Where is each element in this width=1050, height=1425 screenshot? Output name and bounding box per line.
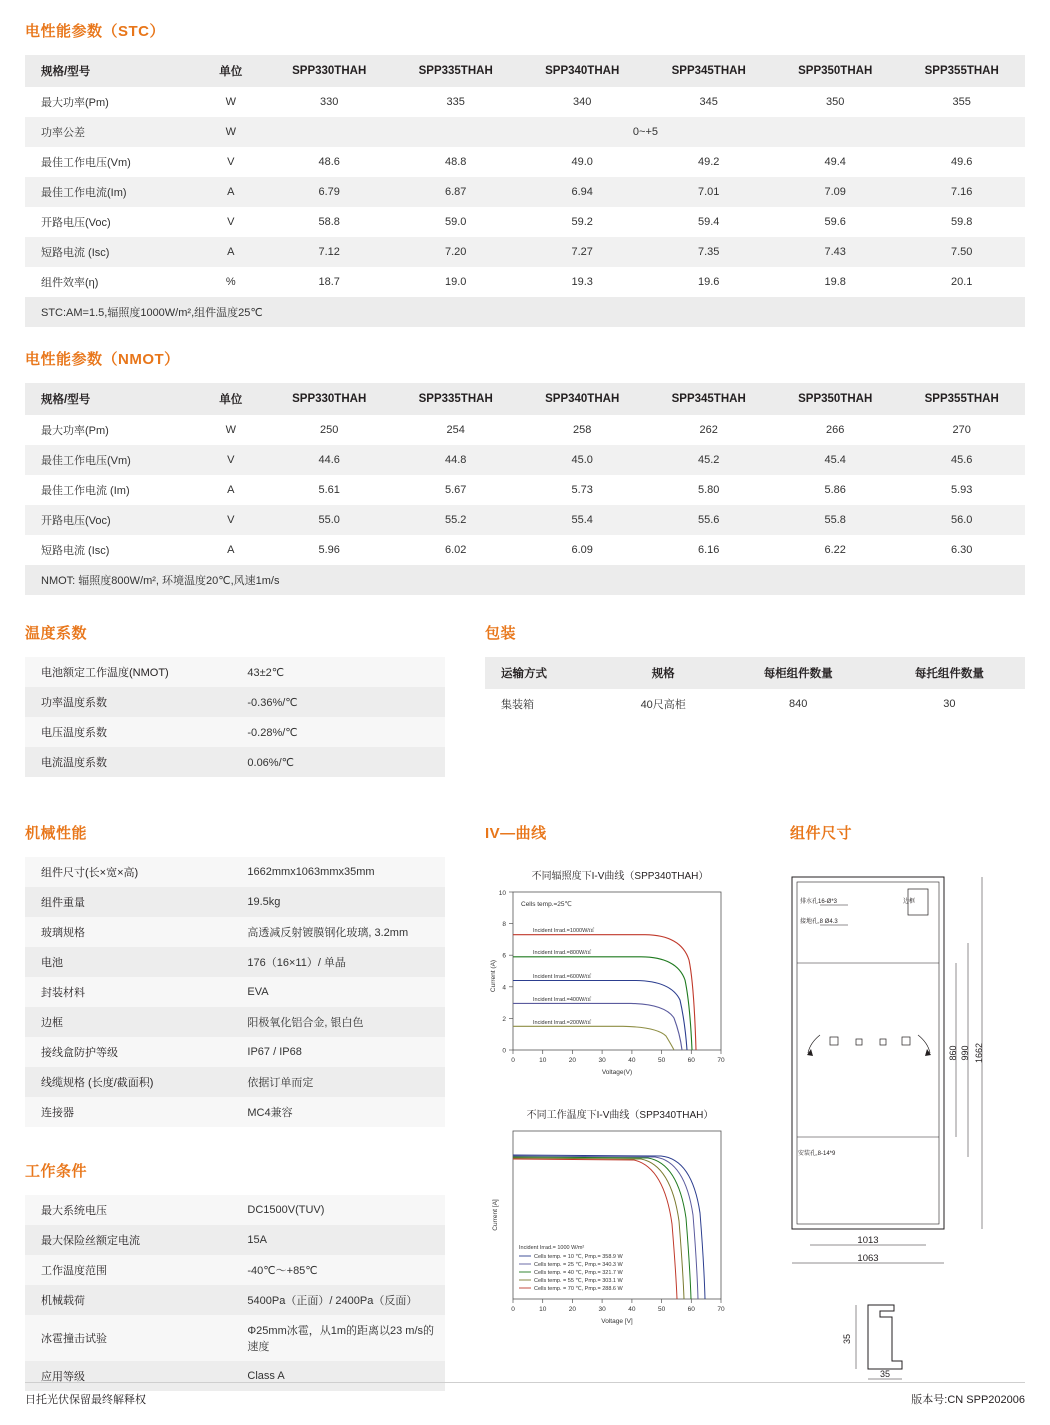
cell: 49.2 (697, 156, 720, 168)
y-tick: 4 (502, 984, 506, 992)
table-row (25, 505, 1025, 535)
cell: 5.73 (571, 484, 593, 496)
table-row (25, 1037, 445, 1067)
cell: 44.6 (266, 445, 393, 475)
nmot-table (25, 383, 1025, 595)
table-row (25, 977, 445, 1007)
cell: 5.93 (951, 484, 973, 496)
row-unit: V (227, 216, 235, 228)
x-tick: 30 (598, 1057, 606, 1064)
x-tick: 70 (717, 1306, 725, 1313)
row-label: 最佳工作电流(Im) (25, 177, 196, 207)
cell: 254 (446, 424, 465, 436)
series-label: Incident Irrad.=400W/㎡ (533, 997, 592, 1003)
cell: 55.4 (519, 505, 646, 535)
row-label: 组件尺寸(长×宽×高) (25, 857, 243, 887)
col-header-m4: SPP345THAH (645, 55, 772, 87)
series-label: Cells temp. = 10 ℃, Pmp.= 358.9 W (534, 1254, 623, 1260)
cell: 55.2 (392, 505, 519, 535)
temperature-title: 温度系数 (25, 625, 88, 642)
table-row (25, 687, 445, 717)
cell: 330 (320, 96, 339, 108)
col-header-m3: SPP340THAH (519, 55, 646, 87)
row-label: 功率公差 (25, 117, 196, 147)
row-unit: V (196, 445, 266, 475)
working-title: 工作条件 (25, 1163, 88, 1180)
x-axis-label: Voltage(V) (601, 1069, 633, 1076)
row-value: 0.06%/℃ (243, 747, 445, 777)
row-label: 最佳工作电压(Vm) (25, 445, 196, 475)
row-value: 1662mmx1063mmx35mm (243, 857, 445, 887)
iv-title: IV—曲线 (485, 825, 547, 842)
cell: 350 (826, 96, 845, 108)
series-label: Incident Irrad.=800W/㎡ (533, 950, 592, 956)
cell: 258 (573, 424, 592, 436)
cell: 49.4 (824, 156, 846, 168)
x-tick: 70 (717, 1057, 725, 1064)
stc-table (25, 55, 1025, 327)
mechanical-section (25, 822, 445, 1127)
cell: 7.01 (645, 177, 772, 207)
col-header-m6: SPP355THAH (898, 383, 1025, 415)
row-label: 开路电压(Voc) (25, 505, 196, 535)
row-unit: A (227, 544, 235, 556)
cell: 335 (446, 96, 465, 108)
cell: 7.16 (898, 177, 1025, 207)
cell: 7.27 (519, 237, 646, 267)
dim-1662: 1662 (974, 1042, 984, 1064)
stc-section (25, 20, 1025, 327)
cell: 5.86 (824, 484, 846, 496)
col-header-m4: SPP345THAH (645, 383, 772, 415)
table-row (25, 1255, 445, 1285)
x-tick: 60 (687, 1306, 695, 1313)
cell: 7.09 (772, 177, 899, 207)
stc-note: STC:AM=1.5,辐照度1000W/m²,组件温度25℃ (25, 297, 1025, 327)
stc-title: 电性能参数（STC） (25, 23, 166, 40)
x-tick: 40 (628, 1306, 636, 1313)
row-value: 5400Pa（正面）/ 2400Pa（反面） (243, 1285, 445, 1315)
col-header-m2: SPP335THAH (392, 55, 519, 87)
series-label: Cells temp. = 40 ℃, Pmp.= 321.7 W (534, 1270, 623, 1276)
drain-hole-label: 排水孔16-Ø*3 (800, 899, 838, 905)
row-label: 最大系统电压 (25, 1195, 243, 1225)
col-header-unit: 单位 (196, 383, 266, 415)
mount-hole-label: 安装孔,8-14*9 (798, 1151, 836, 1157)
row-label: 电流温度系数 (25, 747, 243, 777)
cell: 55.0 (266, 505, 393, 535)
table-row (25, 857, 445, 887)
table-header-row (485, 657, 1025, 689)
nmot-section (25, 348, 1025, 595)
row-value: 43±2℃ (243, 657, 445, 687)
col-header-spec: 规格/型号 (25, 55, 196, 87)
col-header-transport: 运输方式 (485, 657, 604, 689)
row-value: 15A (243, 1225, 445, 1255)
table-row (25, 147, 1025, 177)
table-note-row (25, 565, 1025, 595)
chart-annotation: Incident Irrad.= 1000 W/m² (519, 1245, 585, 1251)
cell: 56.0 (898, 505, 1025, 535)
row-label: 接线盒防护等级 (25, 1037, 243, 1067)
table-row (25, 1225, 445, 1255)
cell-span: 0~+5 (266, 117, 1025, 147)
row-label: 短路电流 (Isc) (41, 545, 110, 557)
cell: 59.0 (444, 216, 467, 228)
col-header-unit: 单位 (196, 55, 266, 87)
row-label: 电池 (25, 947, 243, 977)
row-label: 最大保险丝额定电流 (25, 1225, 243, 1255)
cell: 集装箱 (501, 699, 534, 711)
cell: 270 (952, 424, 971, 436)
row-value: 19.5kg (243, 887, 445, 917)
table-row (25, 657, 445, 687)
cell: 59.8 (951, 216, 973, 228)
dimensions-section (790, 822, 1025, 1387)
table-row (25, 475, 1025, 505)
chart-annotation: Cells temp.=25℃ (521, 901, 572, 908)
series-label: Cells temp. = 25 ℃, Pmp.= 340.3 W (534, 1262, 623, 1268)
cell: 45.6 (898, 445, 1025, 475)
cell: 59.2 (571, 216, 593, 228)
cell: 7.50 (898, 237, 1025, 267)
iv-chart-temperature (485, 1106, 755, 1333)
cell: 345 (699, 96, 718, 108)
dim-thickness-35: 35 (842, 1333, 852, 1345)
y-tick: 2 (502, 1016, 506, 1023)
row-label: 冰雹撞击试验 (25, 1315, 243, 1361)
cell: 5.96 (318, 544, 340, 556)
packing-table (485, 657, 1025, 719)
cell: 6.16 (697, 544, 720, 556)
row-value: Φ25mm冰雹，从1m的距离以23 m/s的速度 (243, 1315, 445, 1361)
iv-chart-1-caption: 不同辐照度下I-V曲线（SPP340THAH） (531, 871, 709, 882)
series-label: Incident Irrad.=1000W/㎡ (533, 928, 595, 934)
col-header-m5: SPP350THAH (772, 383, 899, 415)
x-tick: 20 (568, 1057, 577, 1064)
iv-curve-section (485, 822, 755, 1333)
x-tick: 60 (687, 1057, 695, 1064)
series-label: Incident Irrad.=200W/㎡ (533, 1020, 592, 1026)
row-value: -0.36%/℃ (243, 687, 445, 717)
row-value: -0.28%/℃ (243, 717, 445, 747)
cell: 19.8 (824, 276, 846, 288)
table-header-row (25, 383, 1025, 415)
row-value: 高透减反射镀膜钢化玻璃, 3.2mm (243, 917, 445, 947)
row-label: 线缆规格 (长度/截面积) (25, 1067, 243, 1097)
table-row (25, 177, 1025, 207)
ground-hole-label: 接地孔,8 Ø4.3 (800, 919, 838, 925)
row-label: 最大功率(Pm) (41, 97, 109, 109)
row-unit: V (227, 156, 235, 168)
col-header-m3: SPP340THAH (519, 383, 646, 415)
col-header-m1: SPP330THAH (266, 55, 393, 87)
cell: 5.67 (444, 484, 467, 496)
dim-width-35: 35 (879, 1369, 891, 1379)
cell: 48.6 (318, 156, 340, 168)
page-footer (25, 1382, 1025, 1407)
table-row (25, 1285, 445, 1315)
cell: 45.0 (519, 445, 646, 475)
dimensions-title: 组件尺寸 (790, 825, 853, 842)
cell: 7.43 (772, 237, 899, 267)
row-label: 组件效率(η) (41, 277, 99, 289)
dim-1063: 1063 (857, 1253, 879, 1264)
row-value: Class A (243, 1361, 445, 1391)
row-value: EVA (243, 977, 445, 1007)
table-row (25, 917, 445, 947)
col-header-m6: SPP355THAH (898, 55, 1025, 87)
row-label: 功率温度系数 (25, 687, 243, 717)
cell: 266 (826, 424, 845, 436)
x-tick: 40 (628, 1057, 636, 1064)
row-unit: W (225, 96, 236, 108)
cell: 6.09 (571, 544, 593, 556)
cell: 6.30 (951, 544, 973, 556)
cell: 49.0 (571, 156, 593, 168)
row-value: -40℃～+85℃ (243, 1255, 445, 1285)
cell: 7.35 (645, 237, 772, 267)
cell: 49.6 (951, 156, 973, 168)
table-row (25, 887, 445, 917)
cell: 5.61 (318, 484, 340, 496)
packing-title: 包装 (485, 625, 517, 642)
cell: 7.20 (392, 237, 519, 267)
cell: 58.8 (318, 216, 340, 228)
working-section (25, 1160, 445, 1391)
x-tick: 50 (657, 1057, 666, 1064)
row-label: 电压温度系数 (25, 717, 243, 747)
col-header-m5: SPP350THAH (772, 55, 899, 87)
row-unit: A (196, 237, 266, 267)
row-label: 电池额定工作温度(NMOT) (25, 657, 243, 687)
cell: 45.2 (645, 445, 772, 475)
nmot-note: NMOT: 辐照度800W/m², 环境温度20℃,风速1m/s (25, 565, 1025, 595)
row-unit: % (225, 276, 236, 288)
col-header-m1: SPP330THAH (266, 383, 393, 415)
table-row (25, 717, 445, 747)
iv-chart-2-svg (485, 1123, 735, 1333)
table-row (25, 1195, 445, 1225)
col-header-spec: 规格 (604, 657, 723, 689)
row-label: 最佳工作电压(Vm) (41, 157, 131, 169)
y-tick: 0 (502, 1047, 506, 1055)
table-row (25, 535, 1025, 565)
module-dimension-drawing (790, 867, 1025, 1387)
table-header-row (25, 55, 1025, 87)
x-tick: 0 (511, 1306, 515, 1313)
y-tick: 10 (498, 890, 506, 897)
series-label: Incident Irrad.=600W/㎡ (533, 974, 592, 980)
cell: 20.1 (951, 276, 973, 288)
series-label: Cells temp. = 55 ℃, Pmp.= 303.1 W (534, 1278, 623, 1284)
cell: 6.02 (444, 544, 467, 556)
dim-1013: 1013 (857, 1235, 879, 1246)
cell: 55.6 (645, 505, 772, 535)
table-row (25, 267, 1025, 297)
row-unit: A (196, 177, 266, 207)
cell: 55.8 (772, 505, 899, 535)
temperature-table (25, 657, 445, 777)
cell: 340 (573, 96, 592, 108)
table-row (25, 237, 1025, 267)
table-row (25, 747, 445, 777)
row-label: 边框 (25, 1007, 243, 1037)
y-tick: 8 (502, 921, 506, 929)
cell: 6.79 (266, 177, 393, 207)
packing-section (485, 622, 1025, 719)
row-label: 组件重量 (25, 887, 243, 917)
cell: 6.22 (824, 544, 846, 556)
mechanical-title: 机械性能 (25, 825, 88, 842)
cell: 6.87 (392, 177, 519, 207)
x-tick: 0 (511, 1057, 515, 1064)
frame-label: 边框 (903, 899, 916, 905)
mechanical-table (25, 857, 445, 1127)
series-label: Cells temp. = 70 ℃, Pmp.= 288.6 W (534, 1286, 623, 1292)
cell: 45.4 (772, 445, 899, 475)
row-label: 短路电流 (Isc) (25, 237, 196, 267)
cell: 59.4 (697, 216, 720, 228)
row-label: 机械载荷 (25, 1285, 243, 1315)
table-row (25, 445, 1025, 475)
table-row (25, 87, 1025, 117)
col-header-per-pallet: 每托组件数量 (874, 657, 1025, 689)
cell: 6.94 (519, 177, 646, 207)
row-value: DC1500V(TUV) (243, 1195, 445, 1225)
cell: 44.8 (392, 445, 519, 475)
row-label: 工作温度范围 (25, 1255, 243, 1285)
table-row (25, 1067, 445, 1097)
col-header-per-container: 每柜组件数量 (723, 657, 874, 689)
row-unit: V (196, 505, 266, 535)
cell: 7.12 (266, 237, 393, 267)
row-label: 开路电压(Voc) (41, 217, 111, 229)
x-tick: 10 (539, 1306, 547, 1313)
x-tick: 20 (568, 1306, 577, 1313)
dim-990: 990 (960, 1045, 970, 1061)
table-row (25, 1097, 445, 1127)
row-label: 连接器 (25, 1097, 243, 1127)
cell: 40尺高柜 (640, 699, 686, 711)
cell: 19.3 (571, 276, 593, 288)
row-label: 封装材料 (25, 977, 243, 1007)
x-axis-label: Voltage [V] (601, 1318, 633, 1325)
row-unit: W (225, 424, 236, 436)
row-label: 玻璃规格 (25, 917, 243, 947)
row-value: IP67 / IP68 (243, 1037, 445, 1067)
footer-version: 版本号:CN SPP202006 (911, 1394, 1025, 1406)
table-row (25, 1007, 445, 1037)
row-unit: A (227, 484, 235, 496)
cell: 840 (789, 698, 808, 710)
y-axis-label: Current [A] (492, 1199, 499, 1231)
cell: 59.6 (824, 216, 846, 228)
iv-chart-1-svg (485, 884, 735, 1084)
row-label: 应用等级 (25, 1361, 243, 1391)
dim-860: 860 (948, 1045, 958, 1061)
iv-chart-2-caption: 不同工作温度下I-V曲线（SPP340THAH） (526, 1110, 714, 1121)
table-note-row (25, 297, 1025, 327)
row-value: MC4兼容 (243, 1097, 445, 1127)
table-row (25, 207, 1025, 237)
x-tick: 50 (657, 1306, 666, 1313)
iv-chart-irradiance (485, 867, 755, 1084)
table-row (25, 415, 1025, 445)
table-row (485, 689, 1025, 719)
row-unit: W (196, 117, 266, 147)
working-table (25, 1195, 445, 1391)
cell: 250 (320, 424, 339, 436)
footer-left-text: 日托光伏保留最终解释权 (25, 1394, 146, 1406)
cell: 18.7 (318, 276, 340, 288)
cell: 48.8 (444, 156, 467, 168)
y-axis-label: Current (A) (490, 959, 497, 993)
row-value: 依据订单而定 (243, 1067, 445, 1097)
y-tick: 6 (502, 952, 506, 960)
nmot-title: 电性能参数（NMOT） (25, 351, 180, 368)
row-label: 最佳工作电流 (Im) (41, 485, 130, 497)
table-row (25, 1315, 445, 1361)
row-value: 阳极氧化铝合金, 银白色 (243, 1007, 445, 1037)
cell: 30 (943, 698, 956, 710)
col-header-spec: 规格/型号 (25, 383, 196, 415)
cell: 19.0 (444, 276, 467, 288)
table-row (25, 117, 1025, 147)
cell: 262 (699, 424, 718, 436)
x-tick: 30 (598, 1306, 606, 1313)
col-header-m2: SPP335THAH (392, 383, 519, 415)
cell: 19.6 (697, 276, 720, 288)
row-label: 最大功率(Pm) (41, 425, 109, 437)
table-row (25, 947, 445, 977)
temperature-section (25, 622, 445, 777)
x-tick: 10 (539, 1057, 547, 1064)
cell: 5.80 (697, 484, 720, 496)
cell: 355 (952, 96, 971, 108)
row-value: 176（16×11）/ 单晶 (243, 947, 445, 977)
